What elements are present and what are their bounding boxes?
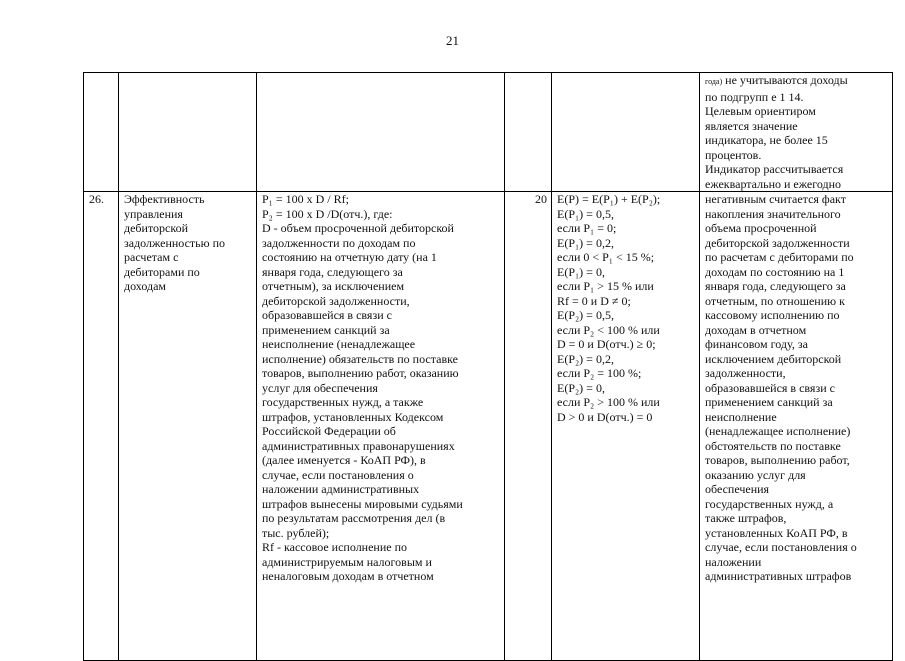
formula-line: тыс. рублей); (262, 525, 330, 540)
evaluation-line: если P₂ = 100 %; (557, 366, 642, 380)
formula-line: исполнение) обязательств по поставке (262, 351, 458, 366)
cell-formula (257, 73, 505, 192)
formula-line: государственных нужд, а также (262, 395, 424, 409)
comment-line: индикатора, не более 15 (705, 133, 828, 147)
comment-line: является значение (705, 118, 798, 133)
formula-line: по результатам рассмотрения дел (в (262, 511, 446, 525)
formula-line: наложении административных (262, 482, 420, 496)
formula-line: задолженности по доходам по (262, 235, 416, 250)
indicator-name (119, 192, 257, 661)
cell-indicator-name (119, 73, 257, 192)
table-row-continued (84, 73, 893, 192)
evaluation-line: E(P₁) = 0,5, (557, 206, 614, 221)
comment-line: дебиторской задолженности (705, 235, 850, 250)
evaluation-line: E(P₂) = 0, (557, 380, 605, 395)
comment-line: объема просроченной (705, 221, 817, 235)
comment-line: по подгрупп е 1 14. (705, 89, 804, 104)
comment-line: задолженности, (705, 366, 786, 380)
name-line: доходам (124, 279, 167, 293)
cell-number (84, 73, 119, 192)
comment-line: доходам в отчетном (705, 322, 807, 337)
comment-lead-small: года) (705, 77, 723, 86)
comment-first-line (705, 73, 888, 90)
comment-line: накопления значительного (705, 206, 841, 221)
comment-line: января года, следующего за (705, 279, 846, 293)
comment-line: неисполнение (705, 409, 777, 424)
name-line: дебиторами по (124, 264, 200, 279)
evaluation-line: D > 0 и D(отч.) = 0 (557, 409, 653, 424)
comment-line: исключением дебиторской (705, 351, 842, 366)
cell-evaluation (552, 73, 700, 192)
name-line: дебиторской (124, 221, 189, 235)
cell-weight (505, 73, 552, 192)
evaluation-line: E(P₁) = 0, (557, 264, 605, 279)
formula-line: (далее именуется - КоАП РФ), в (262, 453, 426, 467)
comment-line: случае, если постановления о (705, 540, 857, 554)
formula-line: неисполнение (ненадлежащее (262, 337, 416, 351)
name-line: расчетам с (124, 250, 179, 264)
comment-line: обеспечения (705, 482, 770, 496)
evaluation-line: E(P₁) = 0,2, (557, 235, 614, 250)
comment-line: процентов. (705, 147, 762, 162)
evaluation-line: если 0 < P₁ < 15 %; (557, 250, 655, 264)
formula-line: Rf - кассовое исполнение по (262, 540, 408, 554)
formula-line: P₁ = 100 x D / Rf; (262, 192, 349, 206)
formula-text (257, 192, 505, 661)
comment-line: государственных нужд, а (705, 496, 834, 511)
comment-line: оказанию услуг для (705, 467, 806, 482)
evaluation-line: D = 0 и D(отч.) ≥ 0; (557, 337, 656, 351)
cell-comment (700, 73, 893, 192)
comment-line: также штрафов, (705, 511, 787, 525)
comment-line: не учитываются доходы (722, 73, 848, 87)
evaluation-line: если P₁ = 0; (557, 221, 617, 235)
comment-line: Индикатор рассчитывается (705, 162, 844, 176)
evaluation-line: E(P) = E(P₁) + E(P₂); (557, 192, 661, 206)
formula-line: административных правонарушениях (262, 438, 455, 453)
comment-text (700, 192, 893, 661)
comment-line: установленных КоАП РФ, в (705, 525, 848, 540)
comment-line: (ненадлежащее исполнение) (705, 424, 851, 438)
indicator-weight: 20 (505, 192, 552, 661)
formula-line: штрафов, установленных Кодексом (262, 409, 444, 424)
evaluation-text (552, 192, 700, 661)
name-line: задолженностью по (124, 235, 226, 250)
formula-line: D - объем просроченной дебиторской (262, 221, 454, 235)
comment-line: кассовому исполнению по (705, 308, 840, 322)
evaluation-line: E(P₂) = 0,2, (557, 351, 614, 366)
name-line: управления (124, 206, 183, 221)
comment-line: наложении (705, 554, 762, 569)
formula-line: товаров, выполнению работ, оказанию (262, 366, 459, 380)
formula-line: случае, если постановления о (262, 467, 414, 482)
comment-line: финансовом году, за (705, 337, 808, 351)
comment-line: по расчетам с дебиторами по (705, 250, 854, 264)
comment-line: товаров, выполнению работ, (705, 453, 850, 467)
formula-line: января года, следующего за (262, 264, 403, 279)
comment-line: Целевым ориентиром (705, 104, 816, 118)
evaluation-line: если P₁ > 15 % или (557, 279, 654, 293)
row-number: 26. (84, 192, 119, 661)
formula-line: образовавшейся в связи с (262, 308, 392, 322)
evaluation-line: E(P₂) = 0,5, (557, 308, 614, 322)
evaluation-line: если P₂ > 100 % или (557, 395, 660, 409)
formula-line: применением санкций за (262, 322, 390, 337)
page-number: 21 (446, 33, 459, 48)
comment-line: доходам по состоянию на 1 (705, 264, 845, 279)
comment-line: применением санкций за (705, 395, 833, 409)
name-line: Эффективность (124, 192, 205, 206)
formula-line: P₂ = 100 x D /D(отч.), где: (262, 206, 393, 221)
formula-line: состоянию на отчетную дату (на 1 (262, 250, 437, 264)
comment-line: образовавшейся в связи с (705, 380, 835, 395)
formula-line: неналоговым доходам в отчетном (262, 569, 434, 583)
evaluation-line: Rf = 0 и D ≠ 0; (557, 293, 631, 308)
comment-line: административных штрафов (705, 569, 852, 583)
comment-line: ежеквартально и ежегодно (705, 176, 842, 191)
table-row-26 (84, 192, 893, 661)
comment-line: отчетным, по отношению к (705, 293, 845, 308)
formula-line: администрируемым налоговым и (262, 554, 432, 569)
formula-line: Российской Федерации об (262, 424, 396, 438)
evaluation-line: если P₂ < 100 % или (557, 322, 660, 337)
formula-line: штрафов вынесены мировыми судьями (262, 496, 463, 511)
formula-line: услуг для обеспечения (262, 380, 378, 395)
formula-line: отчетным), за исключением (262, 279, 405, 293)
comment-line: негативным считается факт (705, 192, 846, 206)
formula-line: дебиторской задолженности, (262, 293, 410, 308)
comment-line: обстоятельств по поставке (705, 438, 841, 453)
indicators-table (83, 72, 893, 661)
